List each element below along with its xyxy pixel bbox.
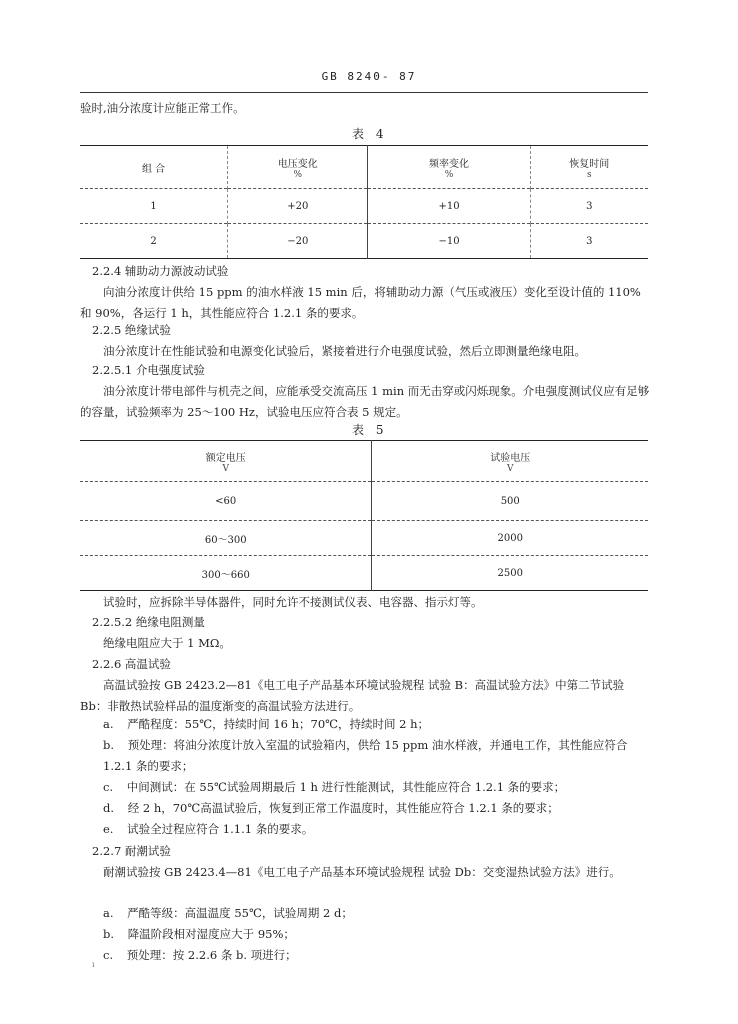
section-heading: 2.2.6 高温试验 [92, 657, 171, 671]
table-cell: 300～660 [201, 569, 250, 581]
list-item-mark: b. [103, 927, 115, 941]
section-paragraph: 耐潮试验按 GB 2423.4—81《电工电子产品基本环境试验规程 试验 Db：交变湿热试验方法》进行。 [103, 865, 621, 879]
table4-header-label: 组 合 [141, 163, 166, 175]
table-cell: −10 [368, 224, 530, 259]
table5-header-row [80, 441, 648, 482]
table-cell: 2000 [372, 521, 648, 556]
list-item-text: 预处理：按 2.2.6 条 b. 项进行； [126, 948, 297, 962]
header-rule [80, 92, 648, 93]
table4-header-unit: s [586, 169, 592, 180]
list-item-mark: d. [103, 801, 115, 815]
table-cell: 500 [372, 482, 648, 521]
list-item-text: 严酷程度：55℃，持续时间 16 h；70℃，持续时间 2 h； [127, 717, 430, 731]
table-row [80, 521, 648, 556]
table-row [80, 556, 648, 591]
section-heading: 2.2.5 绝缘试验 [92, 323, 171, 337]
list-item-mark: b. [103, 738, 115, 752]
table4-header-cell [228, 146, 368, 189]
table5-header-label: 额定电压 [205, 452, 246, 464]
list-item-mark: a. [103, 906, 114, 920]
table-cell: 3 [530, 224, 648, 259]
table-cell: 1 [150, 200, 157, 212]
table5-caption: 表 5 [352, 423, 388, 437]
table5-header-unit: V [222, 463, 229, 474]
list-item-text: 预处理：将油分浓度计放入室温的试验箱内，供给 15 ppm 油水样液，并通电工作，其性能应符合 1.2.1 条的要求； [103, 738, 628, 773]
table5-header-label: 试验电压 [490, 452, 531, 464]
section-heading: 2.2.4 辅助动力源波动试验 [92, 264, 229, 278]
table5-header-cell [372, 441, 648, 482]
table-cell: +20 [228, 189, 368, 224]
table4-header-label: 电压变化 [277, 158, 318, 170]
list-item [103, 714, 650, 735]
section-paragraph: 高温试验按 GB 2423.2—81《电工电子产品基本环境试验规程 试验 B：高温试验方法》中第二节试验 Bb：非散热试验样品的温度渐变的高温试验方法进行。 [80, 678, 625, 713]
margin-mark: ı [92, 960, 95, 969]
section-heading: 2.2.7 耐潮试验 [92, 844, 171, 858]
list-item-mark: c. [103, 948, 114, 962]
list-item [103, 798, 650, 819]
table4-header-cell [80, 146, 228, 189]
list-item-mark: c. [103, 780, 114, 794]
table-row [80, 482, 648, 521]
list-item [103, 945, 650, 966]
table-row [80, 189, 648, 224]
section-paragraph: 油分浓度计带电部件与机壳之间，应能承受交流高压 1 min 而无击穿或闪烁现象。介电强度测试仪应有足够的容量，试验频率为 25～100 Hz，试验电压应符合表 5 规定。 [80, 384, 650, 419]
list-item-text: 严酷等级：高温温度 55℃，试验周期 2 d； [127, 906, 353, 920]
list-item-text: 经 2 h，70℃高温试验后，恢复到正常工作温度时，其性能应符合 1.2.1 条的要求； [127, 801, 559, 815]
list-item-text: 试验全过程应符合 1.1.1 条的要求。 [127, 822, 314, 836]
table4-header-label: 恢复时间 [569, 158, 610, 170]
list-item-mark: a. [103, 717, 114, 731]
table-cell: −20 [228, 224, 368, 259]
section-paragraph: 向油分浓度计供给 15 ppm 的油水样液 15 min 后，将辅助动力源（气压或液压）变化至设计值的 110%和 90%，各运行 1 h，其性能应符合 1.2.1 条的要求。 [80, 285, 641, 320]
list-item [103, 819, 650, 840]
list-item [103, 777, 650, 798]
table4-caption: 表 4 [352, 127, 388, 141]
table5-header-cell [80, 441, 372, 482]
standard-code: GB 8240- 87 [321, 70, 417, 83]
list-item [103, 903, 650, 924]
table-cell: +10 [368, 189, 530, 224]
table4-header-row [80, 146, 648, 189]
table-cell: <60 [215, 495, 237, 507]
section-paragraph: 油分浓度计在性能试验和电源变化试验后，紧接着进行介电强度试验，然后立即测量绝缘电阻。 [103, 344, 586, 358]
list-item-mark: e. [103, 822, 114, 836]
intro-text: 验时,油分浓度计应能正常工作。 [80, 101, 245, 115]
table-cell: 60～300 [204, 534, 247, 546]
table4-header-label: 频率变化 [429, 158, 470, 170]
table-row [80, 224, 648, 259]
table4 [80, 145, 648, 259]
table5-header-unit: V [506, 463, 514, 474]
list-item-text: 降温阶段相对湿度应大于 95%； [127, 927, 295, 941]
table4-header-unit: % [293, 169, 303, 180]
section-paragraph: 绝缘电阻应大于 1 MΩ。 [103, 636, 231, 650]
section-heading: 2.2.5.2 绝缘电阻测量 [92, 615, 205, 629]
table4-header-cell [368, 146, 530, 189]
list-item [103, 735, 650, 777]
table5 [80, 440, 648, 591]
table4-header-unit: % [444, 169, 454, 180]
table-cell: 2 [150, 235, 157, 247]
section-heading: 2.2.5.1 介电强度试验 [92, 363, 205, 377]
table4-header-cell [530, 146, 648, 189]
list-item [103, 924, 650, 945]
table-cell: 2500 [372, 556, 648, 591]
section-paragraph: 试验时，应拆除半导体器件，同时允许不接测试仪表、电容器、指示灯等。 [103, 595, 483, 609]
table-cell: 3 [530, 189, 648, 224]
list-item-text: 中间测试：在 55℃试验周期最后 1 h 进行性能测试，其性能应符合 1.2.1 条的要求； [126, 780, 566, 794]
